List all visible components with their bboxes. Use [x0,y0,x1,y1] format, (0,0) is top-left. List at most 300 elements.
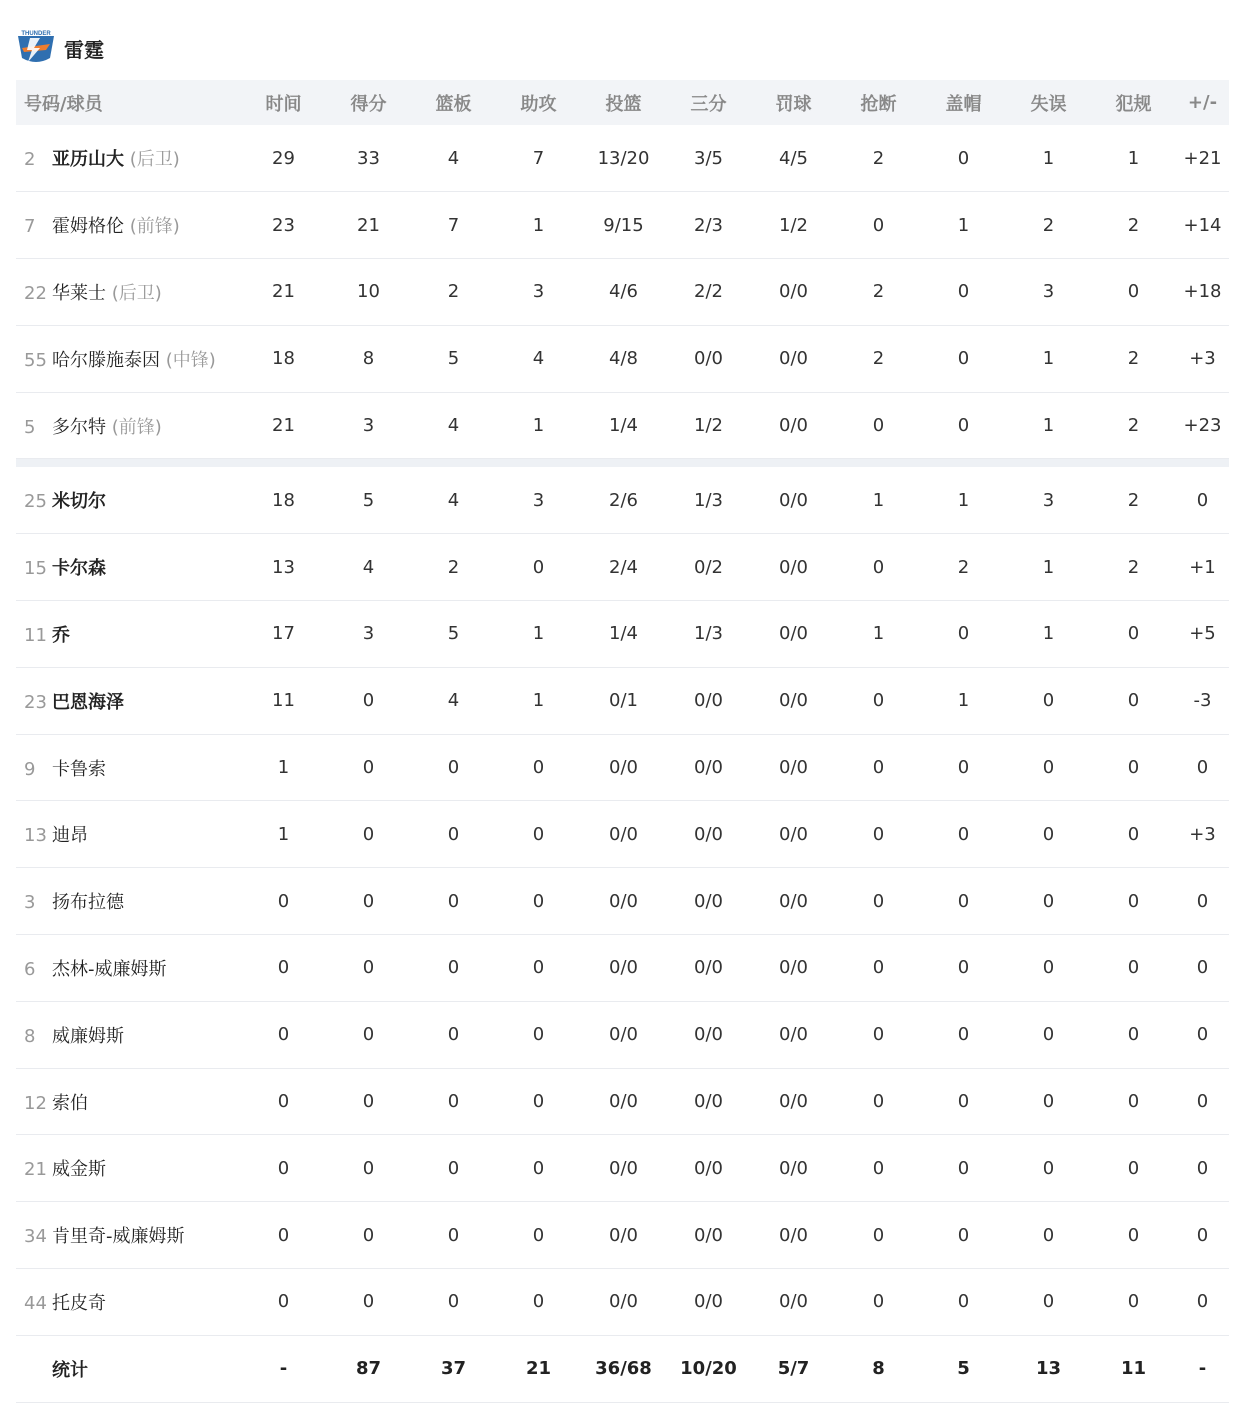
stat-points: 0 [362,823,375,845]
table-row[interactable] [16,801,1229,868]
stat-points: 5 [362,489,375,511]
stat-minutes: 23 [272,214,295,236]
stat-three-pointers: 0/0 [694,957,723,979]
stat-field-goals: 9/15 [603,214,644,236]
stat-steals: 0 [872,214,885,236]
stat-turnovers: 1 [1042,556,1055,578]
header-fg: 投篮 [605,93,642,115]
stat-plus-minus: 0 [1196,1291,1209,1313]
stat-assists: 0 [532,1091,545,1113]
starters-bench-divider [16,459,1229,467]
stat-steals: 0 [872,415,885,437]
stat-blocks: 0 [957,348,970,370]
stat-points: 3 [362,415,375,437]
total-steals: 8 [872,1358,885,1380]
stat-blocks: 0 [957,757,970,779]
stat-points: 0 [362,1024,375,1046]
stat-fouls: 2 [1127,556,1140,578]
stat-free-throws: 0/0 [779,1091,808,1113]
stat-blocks: 0 [957,1224,970,1246]
stat-plus-minus: +14 [1183,214,1222,236]
stat-steals: 0 [872,757,885,779]
totals-label-cell [16,1335,241,1402]
player-name[interactable]: 卡鲁索 [52,758,106,780]
stat-assists: 7 [532,147,545,169]
stat-fouls: 0 [1127,1091,1140,1113]
total-rebounds: 37 [440,1358,467,1380]
divider-cell [16,459,1229,467]
header-3pt: 三分 [690,93,727,115]
stat-three-pointers: 1/2 [694,415,723,437]
total-free-throws: 5/7 [777,1358,810,1380]
stat-minutes: 18 [272,348,295,370]
stat-plus-minus: 0 [1196,957,1209,979]
stat-rebounds: 0 [447,1291,460,1313]
player-number: 15 [24,558,47,580]
stat-blocks: 0 [957,415,970,437]
total-points: 87 [355,1358,382,1380]
stat-three-pointers: 0/0 [694,348,723,370]
stat-steals: 0 [872,1291,885,1313]
stat-plus-minus: +21 [1183,147,1222,169]
stat-free-throws: 0/0 [779,823,808,845]
player-name[interactable]: 威廉姆斯 [52,1025,124,1047]
stat-fouls: 0 [1127,1157,1140,1179]
stat-assists: 0 [532,890,545,912]
stat-assists: 0 [532,1291,545,1313]
table-row[interactable] [16,667,1229,734]
stat-points: 0 [362,1157,375,1179]
player-cell [16,801,241,868]
stat-free-throws: 0/0 [779,556,808,578]
header-steals: 抢断 [860,93,897,115]
stat-fouls: 2 [1127,214,1140,236]
totals-row [16,1335,1229,1402]
stat-assists: 3 [532,489,545,511]
player-cell [16,1001,241,1068]
stat-points: 0 [362,1224,375,1246]
stat-field-goals: 0/0 [609,890,638,912]
stat-turnovers: 0 [1042,1157,1055,1179]
header-minutes: 时间 [265,93,302,115]
stat-three-pointers: 2/3 [694,214,723,236]
stat-three-pointers: 0/0 [694,757,723,779]
stat-assists: 1 [532,690,545,712]
stat-points: 0 [362,757,375,779]
stat-free-throws: 1/2 [779,214,808,236]
stat-plus-minus: +5 [1189,623,1216,645]
player-number: 9 [24,758,36,780]
stat-plus-minus: +1 [1189,556,1216,578]
stat-plus-minus: 0 [1196,757,1209,779]
stat-turnovers: 3 [1042,489,1055,511]
player-cell [16,1269,241,1336]
stat-three-pointers: 0/0 [694,1024,723,1046]
stat-field-goals: 4/6 [609,281,638,303]
stat-steals: 0 [872,1024,885,1046]
total-minutes: - [279,1358,288,1380]
player-cell [16,392,241,459]
stat-rebounds: 5 [447,348,460,370]
stat-three-pointers: 3/5 [694,147,723,169]
stat-plus-minus: +3 [1189,823,1216,845]
stat-assists: 0 [532,823,545,845]
stat-free-throws: 0/0 [779,1224,808,1246]
player-name[interactable]: 索伯 [52,1092,88,1114]
player-name[interactable]: 亚历山大 [52,149,124,171]
player-name[interactable]: 米切尔 [52,491,106,513]
stat-three-pointers: 0/0 [694,1157,723,1179]
stat-minutes: 17 [272,623,295,645]
stat-fouls: 0 [1127,823,1140,845]
stat-fouls: 0 [1127,1291,1140,1313]
stat-plus-minus: +3 [1189,348,1216,370]
player-position: (前锋) [111,416,162,438]
stat-minutes: 1 [277,757,290,779]
table-row[interactable] [16,192,1229,259]
stat-free-throws: 0/0 [779,415,808,437]
stat-turnovers: 0 [1042,1024,1055,1046]
box-score-table [16,80,1229,1403]
player-number: 11 [24,624,47,646]
stat-plus-minus: 0 [1196,1224,1209,1246]
player-cell [16,467,241,534]
player-cell [16,1135,241,1202]
stat-free-throws: 0/0 [779,1024,808,1046]
stat-three-pointers: 0/0 [694,1091,723,1113]
stat-minutes: 11 [272,690,295,712]
stat-blocks: 0 [957,1157,970,1179]
player-number: 6 [24,958,36,980]
stat-field-goals: 0/0 [609,823,638,845]
table-row[interactable] [16,1068,1229,1135]
stat-turnovers: 3 [1042,281,1055,303]
stat-field-goals: 2/4 [609,556,638,578]
header-rebounds: 篮板 [435,93,472,115]
table-row[interactable] [16,467,1229,534]
table-row[interactable] [16,601,1229,668]
stat-free-throws: 0/0 [779,623,808,645]
stat-rebounds: 0 [447,757,460,779]
stat-three-pointers: 1/3 [694,489,723,511]
stat-fouls: 2 [1127,489,1140,511]
thunder-team-logo-icon [16,28,56,68]
stat-rebounds: 5 [447,623,460,645]
stat-steals: 0 [872,1157,885,1179]
stat-steals: 0 [872,690,885,712]
player-name[interactable]: 扬布拉德 [52,892,124,914]
stat-three-pointers: 0/0 [694,1291,723,1313]
total-blocks: 5 [957,1358,970,1380]
stat-points: 0 [362,890,375,912]
stat-field-goals: 1/4 [609,623,638,645]
logo-text: THUNDER [21,31,51,37]
stat-blocks: 0 [957,890,970,912]
player-cell [16,325,241,392]
stat-rebounds: 2 [447,281,460,303]
stat-fouls: 0 [1127,890,1140,912]
header-blocks: 盖帽 [945,93,982,115]
stat-turnovers: 0 [1042,957,1055,979]
stat-minutes: 0 [277,890,290,912]
stat-fouls: 0 [1127,1024,1140,1046]
stat-three-pointers: 0/0 [694,823,723,845]
stat-blocks: 1 [957,690,970,712]
table-row[interactable] [16,1269,1229,1336]
stat-steals: 0 [872,556,885,578]
stat-turnovers: 0 [1042,1291,1055,1313]
stat-rebounds: 0 [447,1157,460,1179]
stat-fouls: 0 [1127,690,1140,712]
stat-turnovers: 1 [1042,415,1055,437]
stat-rebounds: 4 [447,690,460,712]
stat-blocks: 0 [957,281,970,303]
stat-fouls: 0 [1127,957,1140,979]
stat-three-pointers: 1/3 [694,623,723,645]
stat-rebounds: 0 [447,890,460,912]
player-name[interactable]: 托皮奇 [52,1292,106,1314]
stat-field-goals: 13/20 [597,147,650,169]
stat-turnovers: 0 [1042,757,1055,779]
player-name[interactable]: 巴恩海泽 [52,691,124,713]
stat-three-pointers: 2/2 [694,281,723,303]
player-cell [16,125,241,192]
header-assists: 助攻 [520,93,557,115]
stat-minutes: 13 [272,556,295,578]
header-player: 号码/球员 [24,93,103,115]
stat-minutes: 0 [277,1157,290,1179]
player-cell [16,601,241,668]
stat-rebounds: 2 [447,556,460,578]
stat-field-goals: 1/4 [609,415,638,437]
stat-three-pointers: 0/0 [694,1224,723,1246]
stat-points: 4 [362,556,375,578]
player-name[interactable]: 肯里奇-威廉姆斯 [52,1226,185,1248]
stat-fouls: 0 [1127,1224,1140,1246]
stat-minutes: 21 [272,415,295,437]
stat-steals: 2 [872,281,885,303]
stat-blocks: 0 [957,1291,970,1313]
stat-blocks: 0 [957,623,970,645]
stat-minutes: 0 [277,957,290,979]
header-points: 得分 [350,93,387,115]
table-row[interactable] [16,935,1229,1002]
player-cell [16,667,241,734]
stat-plus-minus: +18 [1183,281,1222,303]
stat-steals: 0 [872,1091,885,1113]
player-position: (中锋) [165,349,216,371]
stat-points: 33 [357,147,380,169]
stat-assists: 0 [532,757,545,779]
stat-rebounds: 0 [447,1091,460,1113]
stat-assists: 1 [532,623,545,645]
table-row[interactable] [16,259,1229,326]
table-row[interactable] [16,325,1229,392]
player-number: 22 [24,282,47,304]
stat-minutes: 0 [277,1091,290,1113]
stat-blocks: 0 [957,823,970,845]
stat-minutes: 21 [272,281,295,303]
stat-field-goals: 0/0 [609,1024,638,1046]
player-cell [16,192,241,259]
stat-free-throws: 4/5 [779,147,808,169]
total-three-pointers: 10/20 [680,1358,737,1380]
player-number: 21 [24,1159,47,1181]
stat-three-pointers: 0/2 [694,556,723,578]
player-name[interactable]: 乔 [52,624,70,646]
total-field-goals: 36/68 [595,1358,652,1380]
stat-minutes: 0 [277,1291,290,1313]
stat-free-throws: 0/0 [779,690,808,712]
player-cell [16,935,241,1002]
total-fouls: 11 [1120,1358,1147,1380]
header-ft: 罚球 [775,93,812,115]
table-row[interactable] [16,534,1229,601]
stat-field-goals: 0/0 [609,757,638,779]
stat-points: 0 [362,957,375,979]
player-number: 2 [24,149,36,171]
stat-turnovers: 1 [1042,147,1055,169]
stat-turnovers: 0 [1042,690,1055,712]
stat-steals: 1 [872,623,885,645]
stat-free-throws: 0/0 [779,1291,808,1313]
table-row[interactable] [16,392,1229,459]
stat-minutes: 18 [272,489,295,511]
stat-plus-minus: 0 [1196,890,1209,912]
player-position: (后卫) [129,149,180,171]
total-turnovers: 13 [1035,1358,1062,1380]
stat-blocks: 0 [957,1024,970,1046]
stat-free-throws: 0/0 [779,489,808,511]
player-number: 44 [24,1292,47,1314]
player-name[interactable]: 威金斯 [52,1159,106,1181]
stat-points: 0 [362,1291,375,1313]
stat-assists: 0 [532,957,545,979]
header-turnovers: 失误 [1030,93,1067,115]
player-cell [16,1202,241,1269]
stat-points: 21 [357,214,380,236]
table-row[interactable] [16,125,1229,192]
player-position: (前锋) [129,216,180,238]
table-row[interactable] [16,868,1229,935]
stat-blocks: 2 [957,556,970,578]
player-number: 3 [24,892,36,914]
table-row[interactable] [16,1001,1229,1068]
stat-fouls: 0 [1127,281,1140,303]
stat-steals: 2 [872,348,885,370]
stat-plus-minus: 0 [1196,1091,1209,1113]
stat-steals: 0 [872,957,885,979]
stat-fouls: 2 [1127,348,1140,370]
stat-field-goals: 0/0 [609,957,638,979]
table-body [16,125,1229,1402]
stat-rebounds: 0 [447,957,460,979]
player-position: (后卫) [111,282,162,304]
stat-blocks: 0 [957,1091,970,1113]
stat-field-goals: 0/0 [609,1091,638,1113]
stat-assists: 1 [532,415,545,437]
table-row[interactable] [16,734,1229,801]
player-name[interactable]: 霍姆格伦 [52,216,124,238]
player-number: 7 [24,216,36,238]
stat-field-goals: 0/0 [609,1157,638,1179]
stat-fouls: 0 [1127,757,1140,779]
stat-three-pointers: 0/0 [694,690,723,712]
stat-free-throws: 0/0 [779,1157,808,1179]
player-number: 13 [24,825,47,847]
player-name[interactable]: 多尔特 [52,416,106,438]
stat-field-goals: 0/0 [609,1291,638,1313]
stat-points: 10 [357,281,380,303]
stat-fouls: 1 [1127,147,1140,169]
header-plus-minus: +/- [1187,92,1218,113]
stat-free-throws: 0/0 [779,957,808,979]
player-cell [16,734,241,801]
stat-steals: 0 [872,823,885,845]
stat-steals: 0 [872,1224,885,1246]
stat-turnovers: 0 [1042,890,1055,912]
stat-minutes: 0 [277,1024,290,1046]
player-cell [16,259,241,326]
table-row[interactable] [16,1202,1229,1269]
stat-plus-minus: 0 [1196,1024,1209,1046]
player-cell [16,868,241,935]
table-row[interactable] [16,1135,1229,1202]
stat-free-throws: 0/0 [779,890,808,912]
player-name[interactable]: 杰林-威廉姆斯 [52,958,167,980]
player-number: 34 [24,1226,47,1248]
stat-steals: 1 [872,489,885,511]
player-name[interactable]: 华莱士 [52,282,106,304]
stat-free-throws: 0/0 [779,757,808,779]
player-name[interactable]: 哈尔滕施泰因 [52,349,160,371]
stat-rebounds: 4 [447,415,460,437]
stat-rebounds: 7 [447,214,460,236]
team-name: 雷霆 [64,37,104,62]
stat-plus-minus: 0 [1196,1157,1209,1179]
player-number: 55 [24,349,47,371]
stat-assists: 4 [532,348,545,370]
stat-rebounds: 4 [447,147,460,169]
player-name[interactable]: 卡尔森 [52,558,106,580]
stat-assists: 0 [532,1157,545,1179]
stat-points: 3 [362,623,375,645]
total-assists: 21 [525,1358,552,1380]
player-number: 5 [24,416,36,438]
stat-three-pointers: 0/0 [694,890,723,912]
stat-plus-minus: -3 [1193,690,1212,712]
player-name[interactable]: 迪昂 [52,825,88,847]
stat-fouls: 0 [1127,623,1140,645]
stat-turnovers: 2 [1042,214,1055,236]
player-cell [16,1068,241,1135]
stat-points: 0 [362,690,375,712]
player-number: 23 [24,691,47,713]
stat-rebounds: 0 [447,1224,460,1246]
header-fouls: 犯规 [1115,93,1152,115]
stat-rebounds: 0 [447,1024,460,1046]
stat-turnovers: 0 [1042,1224,1055,1246]
stat-minutes: 29 [272,147,295,169]
stat-blocks: 0 [957,147,970,169]
stat-turnovers: 0 [1042,1091,1055,1113]
stat-assists: 0 [532,1024,545,1046]
player-number: 8 [24,1025,36,1047]
stat-field-goals: 0/0 [609,1224,638,1246]
stat-turnovers: 0 [1042,823,1055,845]
stat-blocks: 1 [957,214,970,236]
totals-label: 统计 [52,1359,88,1381]
